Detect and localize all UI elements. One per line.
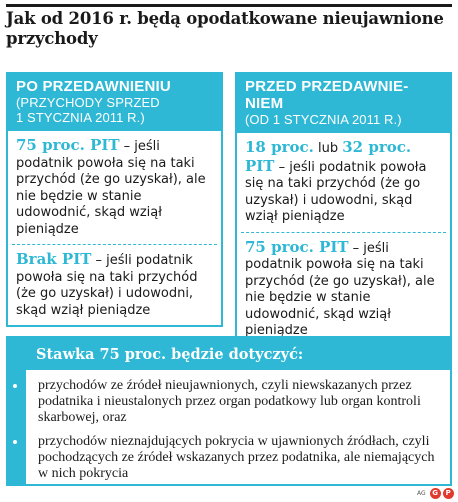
column-subheading: 1 STYCZNIA 2011 R.) (16, 110, 145, 125)
column-after-limitation (6, 72, 223, 327)
list-item (38, 378, 440, 426)
tax-rate: Brak PIT (16, 250, 92, 268)
list-item (38, 434, 440, 482)
gp-logo-icon: G (430, 488, 441, 499)
rule-item (237, 133, 450, 232)
credit: AG (417, 489, 426, 497)
bullet-icon (13, 440, 17, 444)
tax-rate: 75 proc. PIT (245, 237, 349, 256)
list-item-text: przychodów ze źródeł nieujawnionych, czyli niewskazanych przez podatnika i nieustalonych przez organ podatkowy lub organ kontroli skarbowej, oraz (38, 378, 421, 425)
column-header (8, 74, 221, 131)
rule-text: – jeśli podatnik powoła się na taki przychód (że go uzyskał), ale nie będzie w stanie udowodnić, skąd wziął pieniądze (16, 139, 206, 237)
column-subheading: (PRZYCHODY SPRZED (16, 95, 160, 110)
rule-item (237, 233, 450, 346)
tax-rate: 32 proc. PIT (245, 138, 412, 175)
column-header (237, 74, 450, 133)
rule-item (8, 245, 221, 325)
top-rule (6, 4, 452, 7)
gp-logo-icon: P (443, 488, 454, 499)
rate-applies-box (6, 336, 452, 486)
rule-text: – jeśli podatnik powoła się na taki przychód (że go uzyskał) i udowodni, skąd wziął pieniądze (245, 159, 427, 224)
rule-item (8, 131, 221, 244)
rule-joiner: lub (313, 141, 343, 156)
column-subheading: (OD 1 STYCZNIA 2011 R.) (245, 112, 402, 127)
column-heading: NIEM (245, 95, 284, 112)
rule-text: – jeśli podatnik powoła się na taki przychód (że go uzyskał) i udowodni, skąd wziął pieniądze (16, 253, 198, 318)
column-heading: PO PRZEDAWNIENIU (16, 78, 171, 95)
bullet-list (8, 370, 450, 482)
column-heading: PRZED PRZEDAWNIE- (245, 78, 409, 95)
bullet-strip (8, 370, 26, 486)
bullet-icon (13, 384, 17, 388)
box-header (8, 338, 450, 370)
rule-text: – jeśli podatnik powoła się na taki przychód (że go uzyskał), ale nie będzie w stanie udowodnić, skąd wziął pieniądze (245, 240, 435, 338)
infographic-title: Jak od 2016 r. będą opodatkowane nieujawnione przychody (6, 9, 444, 48)
column-before-limitation (235, 72, 452, 348)
box-heading: Stawka 75 proc. będzie dotyczyć: (36, 346, 304, 363)
tax-rate: 18 proc. (245, 138, 314, 156)
tax-rate: 75 proc. PIT (16, 136, 120, 154)
list-item-text: przychodów nieznajdujących pokrycia w ujawnionych źródłach, czyli pochodzących ze źródeł wskazanych przez podatnika, ale niemających w nich pokrycia (38, 434, 435, 481)
footer (417, 487, 454, 499)
